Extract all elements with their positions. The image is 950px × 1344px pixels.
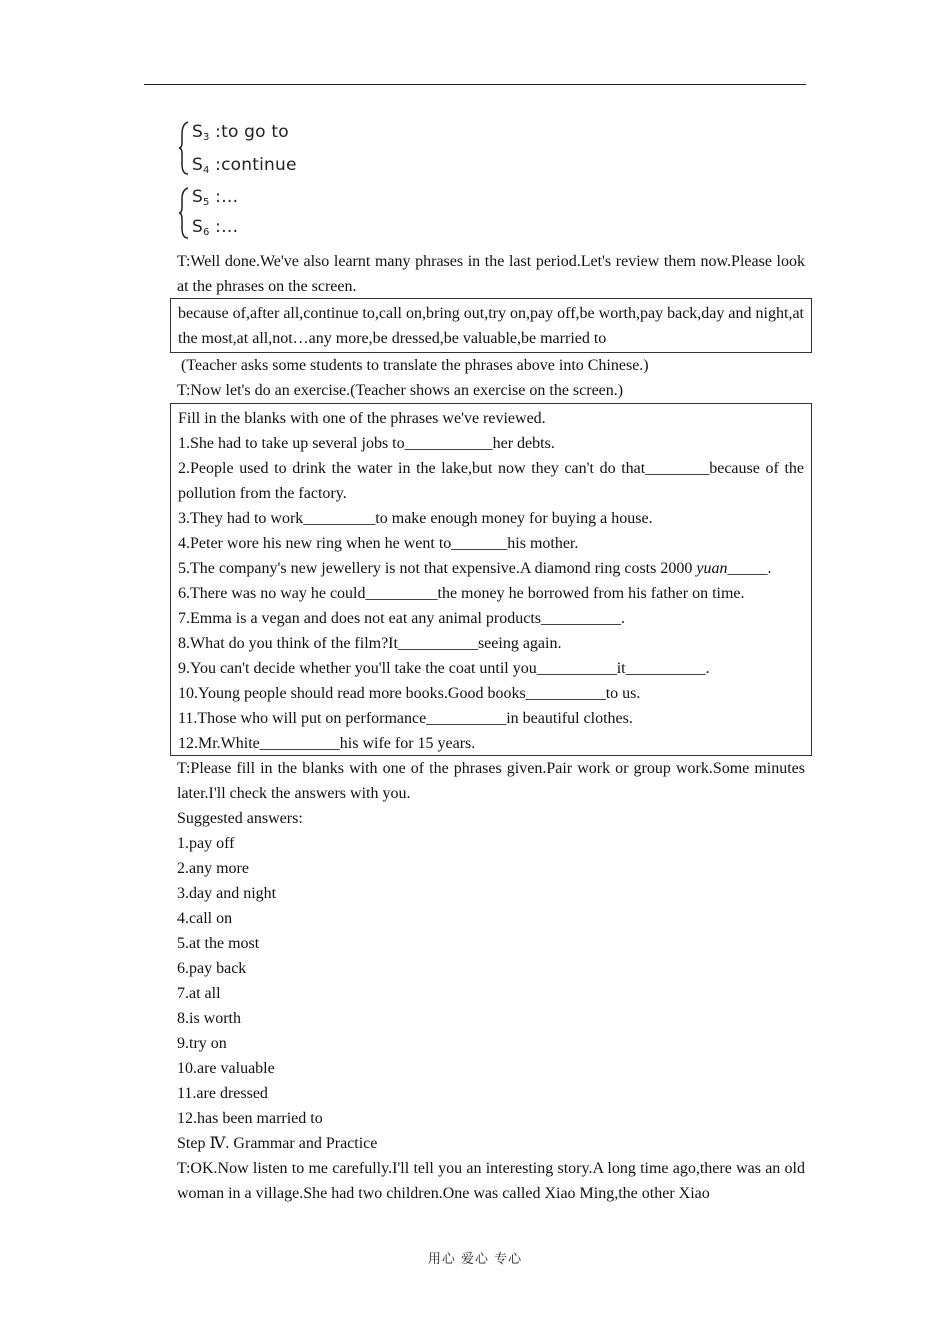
exercise-item: 10.Young people should read more books.Good books__________to us. (178, 685, 641, 702)
phrases-list: because of,after all,continue to,call on,bring out,try on,pay off,be worth,pay back,day and night,at the most,at all,not…any more,be dressed,be valuable,be married to (178, 305, 804, 347)
answer-item: 1.pay off (177, 835, 235, 852)
teacher-note: (Teacher asks some students to translate the phrases above into Chinese.) (177, 357, 649, 374)
exercise-intro: T:Now let's do an exercise.(Teacher shows an exercise on the screen.) (177, 382, 624, 399)
left-brace-icon (178, 186, 190, 240)
exercise-item: 3.They had to work_________to make enough money for buying a house. (178, 510, 653, 527)
answer-item: 9.try on (177, 1035, 227, 1052)
brace-line: $S_4$ :continue (192, 155, 297, 176)
exercise-box (170, 403, 812, 756)
exercise-item: 6.There was no way he could_________the money he borrowed from his father on time. (178, 585, 745, 602)
header-rule (144, 84, 806, 85)
exercise-item: 2.People used to drink the water in the lake,but now they can't do that________because of the pollution from the factory. (178, 460, 804, 502)
exercise-item: 9.You can't decide whether you'll take the coat until you__________it__________. (178, 660, 710, 677)
answer-item: 2.any more (177, 860, 249, 877)
exercise-item: 1.She had to take up several jobs to___________her debts. (178, 435, 555, 452)
page-footer: 用心 爱心 专心 (427, 1252, 523, 1267)
step-heading: Step Ⅳ. Grammar and Practice (177, 1135, 378, 1152)
answer-item: 11.are dressed (177, 1085, 268, 1102)
brace-line: $S_6$ :… (192, 217, 239, 238)
exercise-item: 7.Emma is a vegan and does not eat any animal products__________. (178, 610, 626, 627)
exercise-item: 8.What do you think of the film?It__________seeing again. (178, 635, 562, 652)
answer-item: 7.at all (177, 985, 221, 1002)
answer-item: 4.call on (177, 910, 233, 927)
answer-item: 5.at the most (177, 935, 260, 952)
brace-line: $S_3$ :to go to (192, 122, 289, 143)
brace-group-1 (178, 120, 318, 180)
phrases-box (170, 298, 812, 353)
left-brace-icon (178, 120, 190, 176)
answer-item: 6.pay back (177, 960, 247, 977)
answer-item: 12.has been married to (177, 1110, 323, 1127)
answers-title: Suggested answers: (177, 810, 303, 827)
exercise-item: 11.Those who will put on performance__________in beautiful clothes. (178, 710, 633, 727)
answer-item: 10.are valuable (177, 1060, 275, 1077)
exercise-item: 12.Mr.White__________his wife for 15 years. (178, 735, 476, 752)
answer-item: 8.is worth (177, 1010, 241, 1027)
brace-line: $S_5$ :… (192, 187, 239, 208)
intro-paragraph: T:Well done.We've also learnt many phrases in the last period.Let's review them now.Please look at the phrases on the screen. (177, 253, 805, 295)
exercise-instruction: Fill in the blanks with one of the phrases we've reviewed. (178, 410, 546, 427)
exercise-item: 4.Peter wore his new ring when he went to_______his mother. (178, 535, 579, 552)
answer-item: 3.day and night (177, 885, 277, 902)
exercise-item: 5.The company's new jewellery is not that expensive.A diamond ring costs 2000 yuan_____. (178, 560, 772, 577)
pair-work-paragraph: T:Please fill in the blanks with one of the phrases given.Pair work or group work.Some minutes later.I'll check the answers with you. (177, 760, 805, 802)
story-paragraph: T:OK.Now listen to me carefully.I'll tell you an interesting story.A long time ago,there was an old woman in a village.She had two children.One was called Xiao Ming,the other Xiao (177, 1160, 805, 1202)
brace-group-2 (178, 186, 318, 244)
